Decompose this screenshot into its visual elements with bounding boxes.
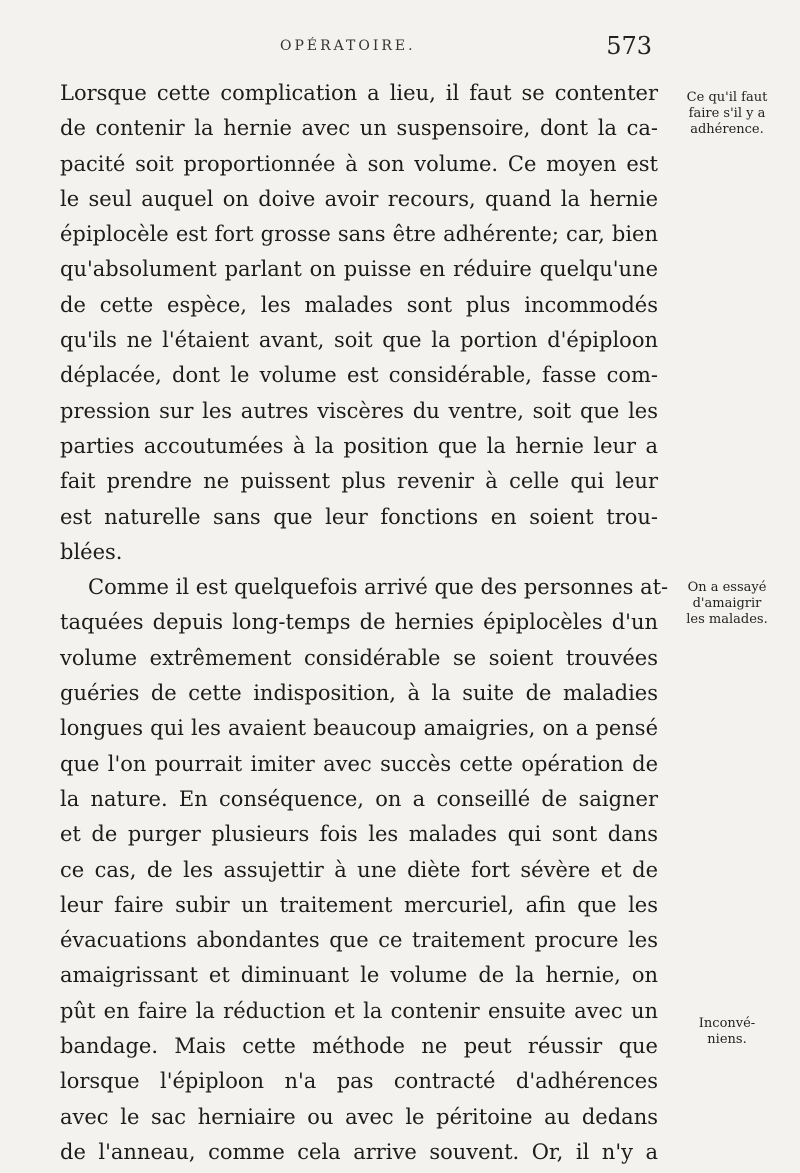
text-line: fait prendre ne puissent plus revenir à celle qui leur [60, 469, 658, 494]
margin-note-line: niens. [707, 1032, 747, 1047]
paragraph-1 [60, 76, 658, 570]
page-number: 573 [606, 32, 652, 60]
text-line: et de purger plusieurs fois les malades qui sont dans [60, 822, 658, 847]
margin-note-line: Inconvé- [698, 1016, 756, 1031]
body-text [60, 76, 669, 1170]
margin-note-amaigrir [664, 580, 790, 628]
text-line: lorsque l'épiploon n'a pas contracté d'adhérences [60, 1069, 658, 1094]
margin-note-line: les malades. [686, 612, 768, 627]
text-line: la nature. En conséquence, on a conseillé de saigner [60, 786, 658, 811]
text-line: volume extrêmement considérable se soient trouvées [60, 645, 658, 670]
text-line: évacuations abondantes que ce traitement procure les [60, 928, 658, 953]
margin-note-line: faire s'il y a [688, 106, 766, 121]
text-line: amaigrissant et diminuant le volume de la hernie, on [60, 963, 658, 988]
text-line: taquées depuis long-temps de hernies épiplocèles d'un [60, 610, 658, 635]
running-title: OPÉRATOIRE. [280, 38, 416, 54]
text-line: le seul auquel on doive avoir recours, quand la hernie [60, 186, 658, 211]
paragraph-2 [60, 570, 669, 1170]
margin-note-line: On a essayé [687, 580, 767, 595]
text-line: de l'anneau, comme cela arrive souvent. Or, il n'y a [60, 1139, 658, 1164]
text-line: qu'absolument parlant on puisse en réduire quelqu'une [60, 257, 658, 282]
margin-note-line: d'amaigrir [692, 596, 762, 611]
text-line: que l'on pourrait imiter avec succès cette opération de [60, 751, 658, 776]
text-line: pacité soit proportionnée à son volume. Ce moyen est [60, 151, 658, 176]
text-line: Lorsque cette complication a lieu, il faut se contenter [60, 81, 658, 105]
text-line: est naturelle sans que leur fonctions en soient trou- [60, 504, 658, 529]
text-line: leur faire subir un traitement mercuriel, afin que les [60, 892, 658, 917]
text-line: guéries de cette indisposition, à la suite de maladies [60, 681, 658, 706]
running-head [60, 32, 660, 60]
margin-note-adherence [664, 90, 790, 138]
text-line: pût en faire la réduction et la contenir ensuite avec un [60, 998, 658, 1023]
text-line: ce cas, de les assujettir à une diète fort sévère et de [60, 857, 658, 882]
text-line: de contenir la hernie avec un suspensoire, dont la ca- [60, 116, 658, 141]
text-line: pression sur les autres viscères du ventre, soit que les [60, 398, 658, 423]
text-line: bandage. Mais cette méthode ne peut réussir que [60, 1034, 658, 1059]
text-line: de cette espèce, les malades sont plus incommodés [60, 292, 658, 317]
margin-note-line: Ce qu'il faut [686, 90, 768, 105]
margin-note-inconveniens [664, 1016, 790, 1048]
text-line: déplacée, dont le volume est considérable, fasse com- [60, 363, 658, 388]
text-line: longues qui les avaient beaucoup amaigries, on a pensé [60, 716, 658, 741]
text-line: parties accoutumées à la position que la hernie leur a [60, 433, 658, 458]
text-line: Comme il est quelquefois arrivé que des personnes at- [88, 575, 669, 600]
margin-note-line: adhérence. [690, 122, 764, 137]
text-line: épiplocèle est fort grosse sans être adhérente; car, bien [60, 222, 658, 247]
text-line: blées. [60, 539, 123, 564]
text-line: avec le sac herniaire ou avec le péritoine au dedans [60, 1104, 658, 1129]
text-line: qu'ils ne l'étaient avant, soit que la portion d'épiploon [60, 328, 658, 353]
